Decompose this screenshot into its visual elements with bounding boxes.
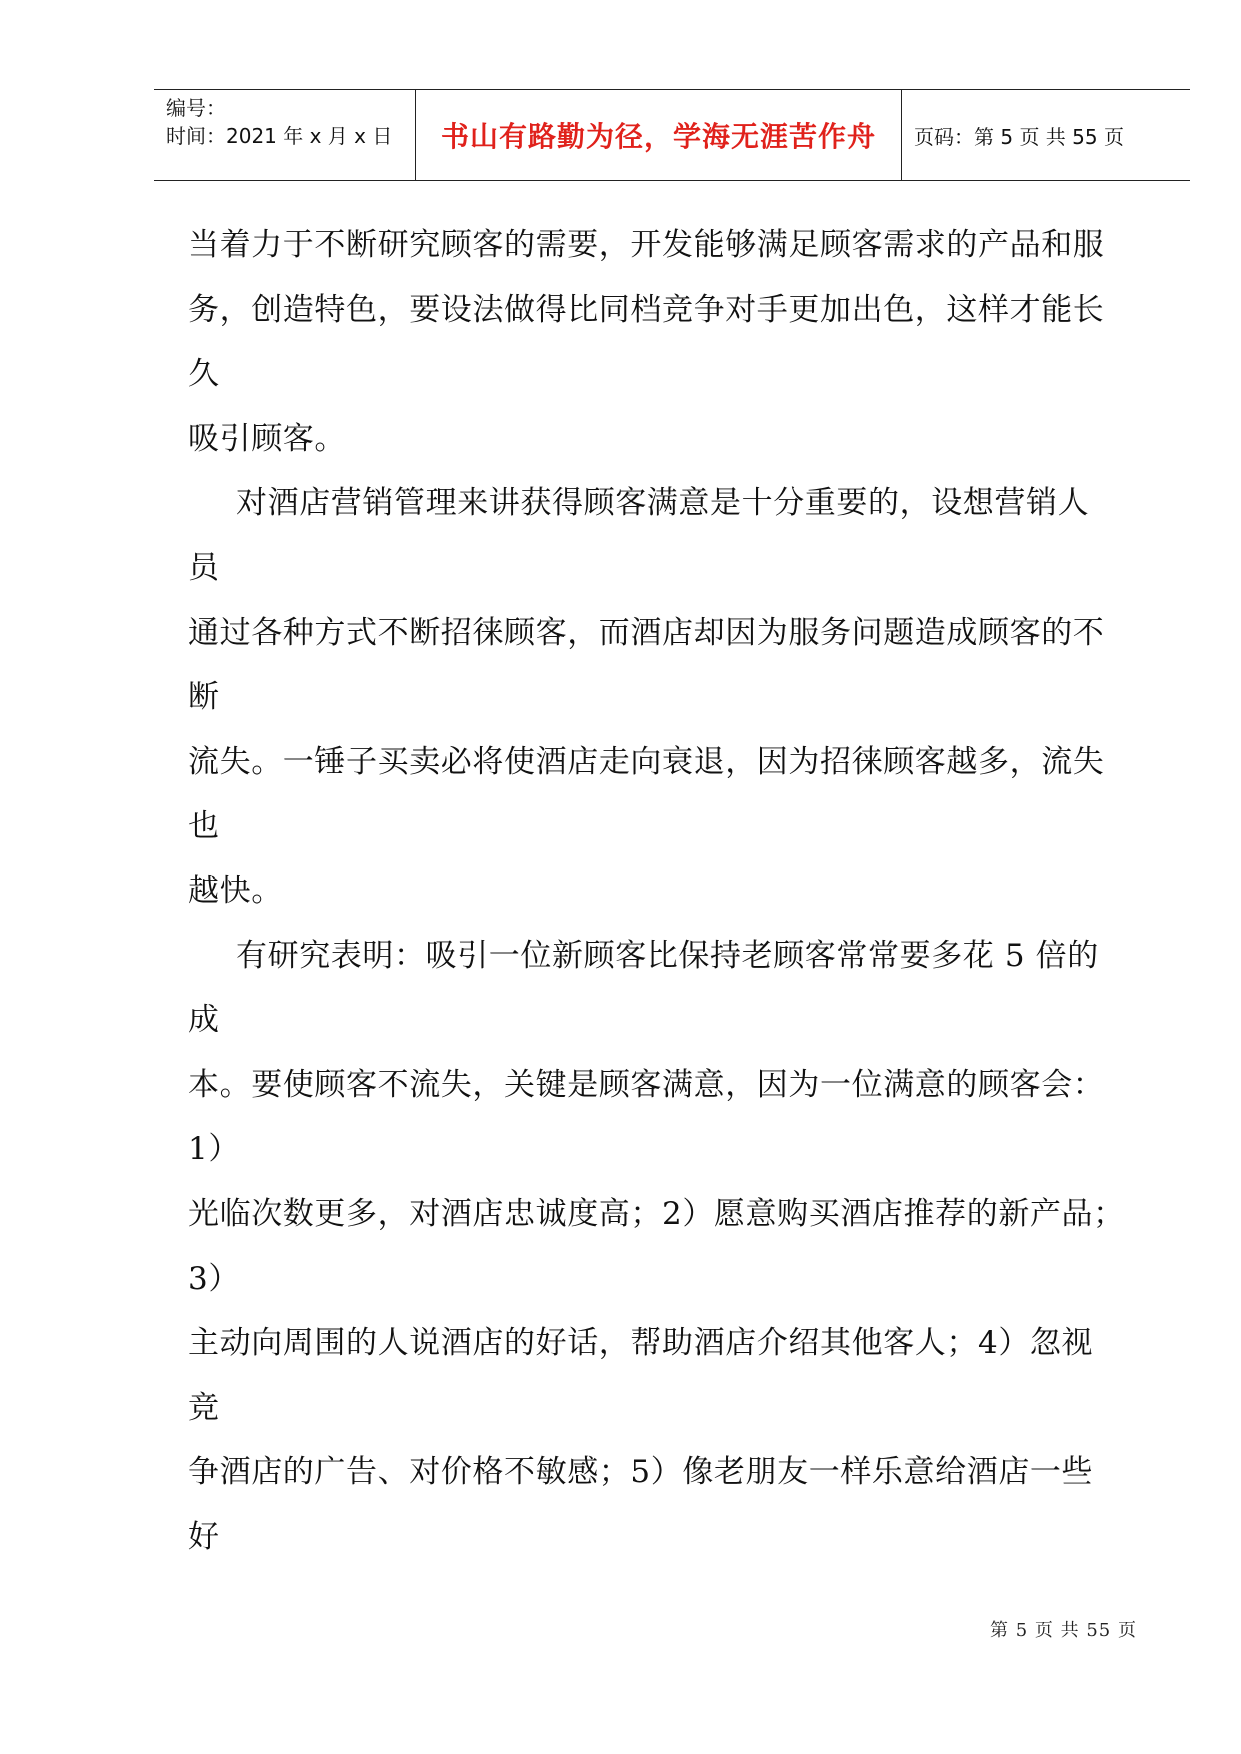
body-line: 本。要使顾客不流失，关键是顾客满意，因为一位满意的顾客会： <box>188 1066 1105 1103</box>
body-line: 断 <box>188 679 220 716</box>
body-line: 对酒店营销管理来讲获得顾客满意是十分重要的，设想营销人 <box>236 485 1090 522</box>
document-date-label: 时间：2021 年 x 月 x 日 <box>166 124 393 148</box>
body-line: 员 <box>188 549 220 586</box>
body-line: 竞 <box>188 1389 220 1426</box>
header-page-info: 页码：第 5 页 共 55 页 <box>914 124 1124 149</box>
body-line: 流失。一锤子买卖必将使酒店走向衰退，因为招徕顾客越多，流失 <box>188 743 1105 780</box>
body-line: 务，创造特色，要设法做得比同档竞争对手更加出色，这样才能长 <box>188 291 1105 328</box>
page-footer: 第 5 页 共 55 页 <box>990 1620 1137 1641</box>
body-line: 当着力于不断研究顾客的需要，开发能够满足顾客需求的产品和服 <box>188 227 1105 263</box>
body-line: 越快。 <box>188 872 283 909</box>
body-line: 3） <box>188 1260 240 1297</box>
body-line: 光临次数更多，对酒店忠诚度高；2）愿意购买酒店推荐的新产品； <box>188 1195 1125 1232</box>
header-motto: 书山有路勤为径，学海无涯苦作舟 <box>440 120 876 153</box>
document-number-label: 编号： <box>166 96 226 120</box>
body-line: 1） <box>188 1131 240 1168</box>
body-line: 也 <box>188 808 220 845</box>
body-line: 主动向周围的人说酒店的好话，帮助酒店介绍其他客人；4）忽视 <box>188 1325 1094 1362</box>
header-page-cell <box>902 90 1190 180</box>
document-header <box>154 89 1190 181</box>
body-line: 久 <box>188 356 220 393</box>
body-line: 通过各种方式不断招徕顾客，而酒店却因为服务问题造成顾客的不 <box>188 614 1105 651</box>
body-line: 有研究表明：吸引一位新顾客比保持老顾客常常要多花 5 倍的 <box>236 937 1099 974</box>
body-line: 争酒店的广告、对价格不敏感；5）像老朋友一样乐意给酒店一些 <box>188 1454 1094 1491</box>
document-body <box>188 213 1148 1569</box>
header-motto-cell <box>416 90 902 180</box>
body-line: 吸引顾客。 <box>188 420 346 457</box>
header-meta-cell <box>154 90 416 180</box>
body-line: 成 <box>188 1002 220 1039</box>
body-line: 好 <box>188 1518 220 1555</box>
